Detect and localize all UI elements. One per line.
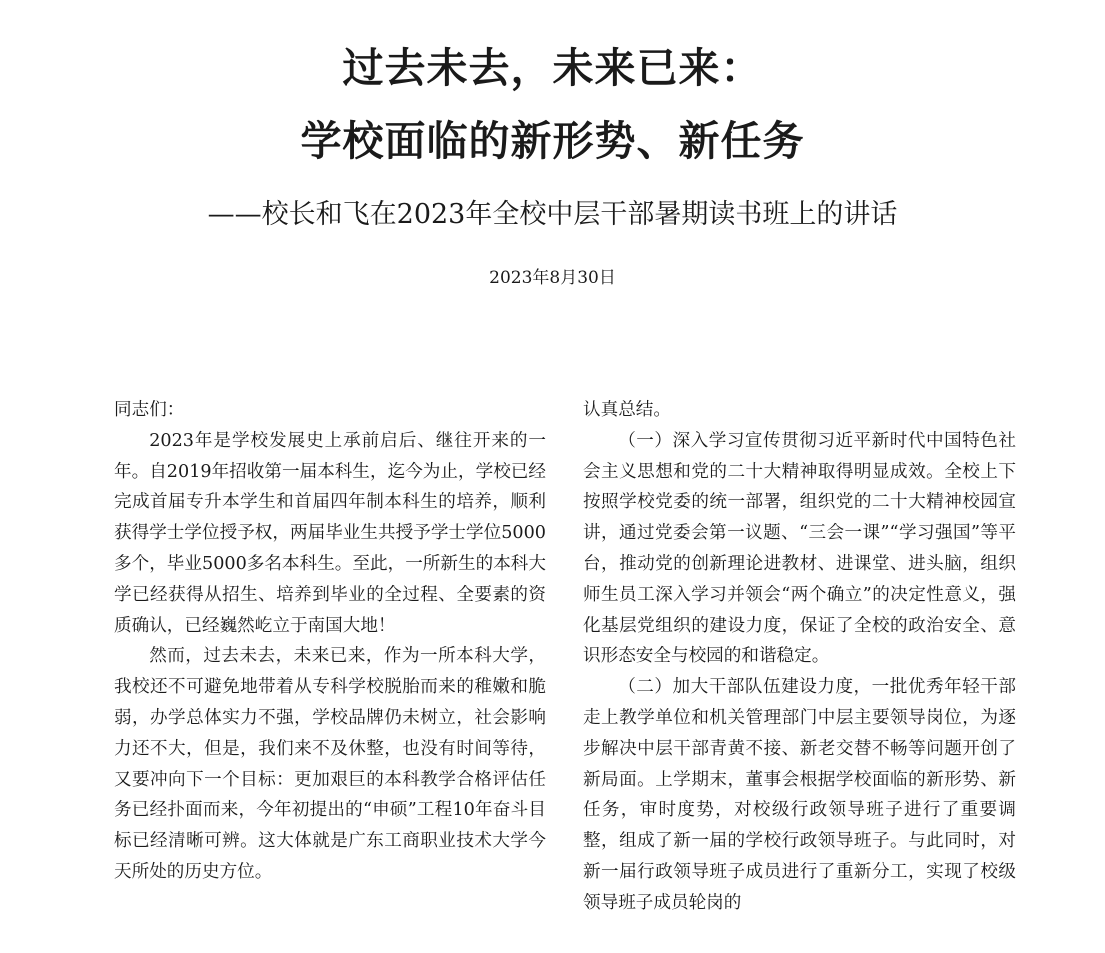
subtitle: ——校长和飞在2023年全校中层干部暑期读书班上的讲话 bbox=[207, 199, 898, 230]
paragraph-point-two: （二）加大干部队伍建设力度，一批优秀年轻干部走上教学单位和机关管理部门中层主要领导岗位，为逐步解决中层干部青黄不接、新老交替不畅等问题开创了新局面。上学期末，董事会根据学校面临的新形势、新任务，审时度势，对校级行政领导班子进行了重要调整，组成了新一届的学校行政领导班子。与此同时，对新一届行政领导班子成员进行了重新分工，实现了校级领导班子成员轮岗的 bbox=[583, 677, 1016, 913]
paragraph-continuation: 认真总结。 bbox=[583, 400, 671, 420]
paragraph-position: 然而，过去未去，未来已来，作为一所本科大学，我校还不可避免地带着从专科学校脱胎而来的稚嫩和脆弱，办学总体实力不强，学校品牌仍未树立，社会影响力还不大，但是，我们来不及休整，也没有时间等待，又要冲向下一个目标：更加艰巨的本科教学合格评估任务已经扑面而来，今年初提出的“申硕”工程10年奋斗目标已经清晰可辨。这大体就是广东工商职业技术大学今天所处的历史方位。 bbox=[114, 646, 546, 882]
paragraph-history: 2023年是学校发展史上承前启后、继往开来的一年。自2019年招收第一届本科生，迄今为止，学校已经完成首届专升本学生和首届四年制本科生的培养，顺利获得学士学位授予权，两届毕业生共授予学士学位5000多个，毕业5000多名本科生。至此，一所新生的本科大学已经获得从招生、培养到毕业的全过程、全要素的资质确认，已经巍然屹立于南国大地！ bbox=[114, 430, 546, 636]
right-column bbox=[583, 395, 1016, 919]
paragraph-point-one: （一）深入学习宣传贯彻习近平新时代中国特色社会主义思想和党的二十大精神取得明显成效。全校上下按照学校党委的统一部署，组织党的二十大精神校园宣讲，通过党委会第一议题、“三会一课”“学习强国”等平台，推动党的创新理论进教材、进课堂、进头脑，组织师生员工深入学习并领会“两个确立”的决定性意义，强化基层党组织的建设力度，保证了全校的政治安全、意识形态安全与校园的和谐稳定。 bbox=[583, 430, 1016, 667]
salutation: 同志们： bbox=[114, 400, 185, 420]
speech-date: 2023年8月30日 bbox=[489, 268, 616, 288]
left-column bbox=[114, 395, 546, 888]
title-line-1: 过去未去，未来已来： bbox=[342, 44, 763, 92]
title-line-2: 学校面临的新形势、新任务 bbox=[300, 117, 805, 165]
